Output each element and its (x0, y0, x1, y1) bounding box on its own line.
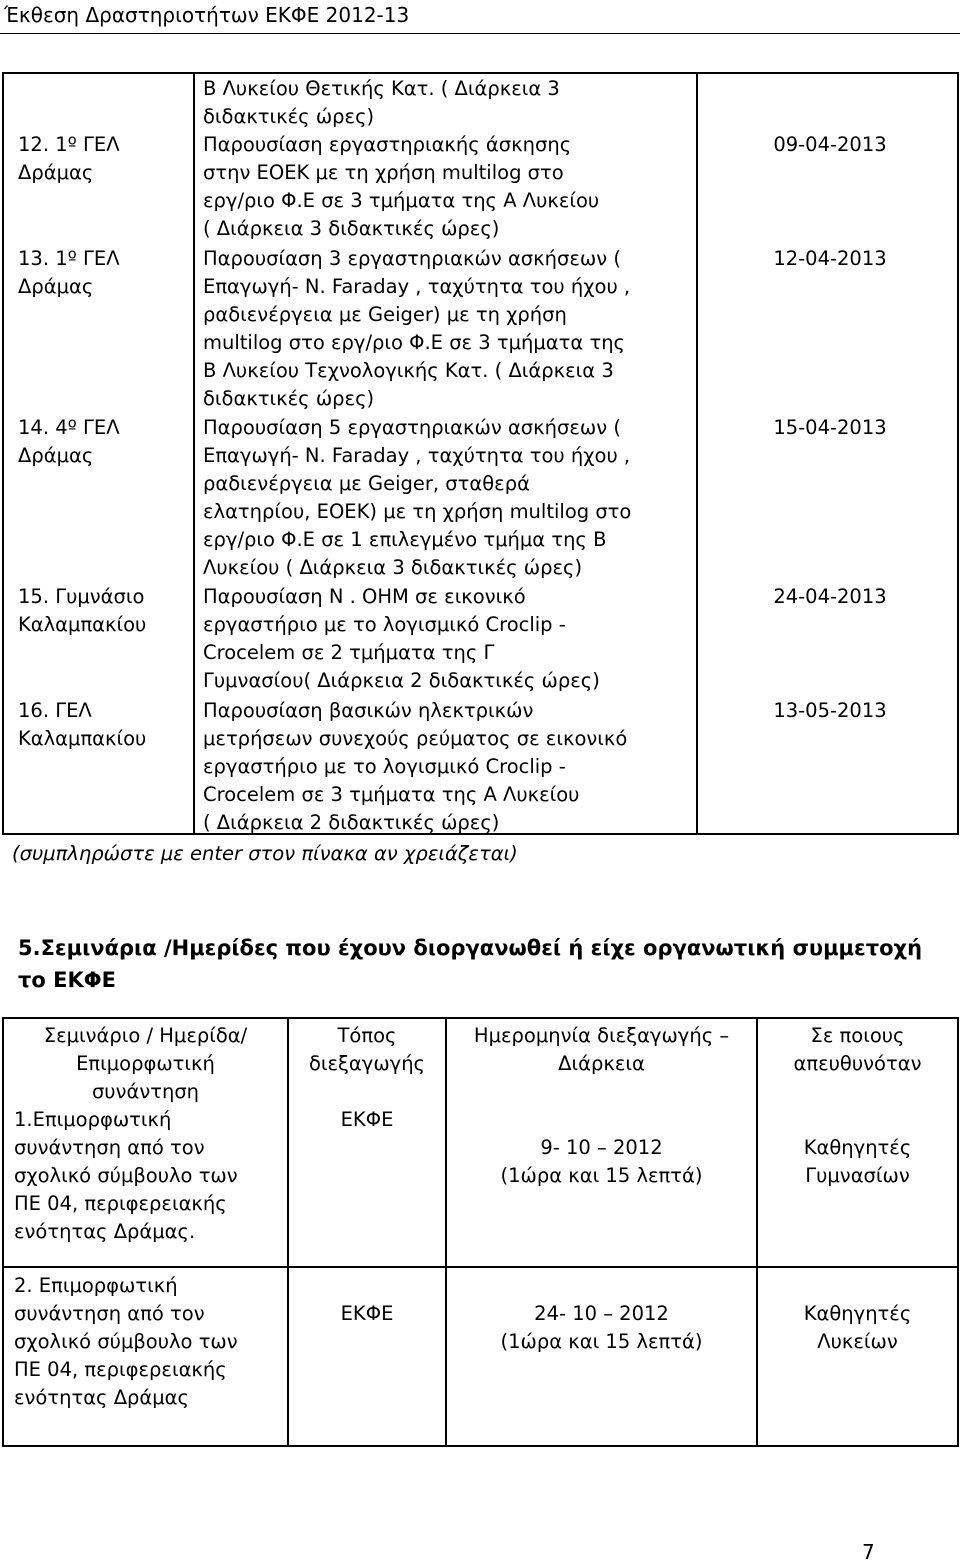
table-row-date: 15-04-2013 (773, 416, 887, 439)
table-row-activity: Παρουσίαση Ν . ΟΗΜ σε εικονικό εργαστήριο με το λογισμικό Croclip - Crocelem σε 2 τμήματα της Γ Γυμνασίου( Διάρκεια 2 διδακτικές ώρες) (203, 585, 600, 692)
table-row-seminar: 1.Επιμορφωτική συνάντηση από τον σχολικό σύμβουλο των ΠΕ 04, περιφερειακής ενότητας Δράμας. (14, 1108, 238, 1243)
column-header-seminar: Σεμινάριο / Ημερίδα/ Επιμορφωτική συνάντηση (43, 1024, 248, 1103)
table-row-seminar: 2. Επιμορφωτική συνάντηση από τον σχολικό σύμβουλο των ΠΕ 04, περιφερειακής ενότητας Δράμας (14, 1274, 238, 1409)
section-title: 5.Σεμινάρια /Ημερίδες που έχουν διοργανωθεί ή είχε οργανωτική συμμετοχή το ΕΚΦΕ (18, 936, 923, 992)
page-number: 7 (862, 1540, 875, 1564)
table-row-school: 12. 1º ΓΕΛ Δράμας (18, 133, 120, 184)
table-row-date: 12-04-2013 (773, 247, 887, 270)
table-row-school: 14. 4º ΓΕΛ Δράμας (18, 416, 120, 467)
table-row-school: 13. 1º ΓΕΛ Δράμας (18, 247, 120, 298)
table-row-activity: Παρουσίαση βασικών ηλεκτρικών μετρήσεων συνεχούς ρεύματος σε εικονικό εργαστήριο με το λογισμικό Croclip - Crocelem σε 3 τμήματα της Α Λυκείου ( Διάρκεια 2 διδακτικές ώρες) (203, 699, 628, 834)
table-row-place: ΕΚΦΕ (340, 1108, 394, 1131)
table-row-audience: Καθηγητές Γυμνασίων (803, 1136, 912, 1187)
activity-continuation: Β Λυκείου Θετικής Κατ. ( Διάρκεια 3 διδακτικές ώρες) (203, 77, 560, 128)
header-title: Έκθεση Δραστηριοτήτων ΕΚΦΕ 2012-13 (4, 3, 410, 27)
table-row-date: 13-05-2013 (773, 699, 887, 722)
column-header-date: Ημερομηνία διεξαγωγής – Διάρκεια (473, 1024, 730, 1075)
table-row-date: 09-04-2013 (773, 133, 887, 156)
fill-note: (συμπληρώστε με enter στον πίνακα αν χρειάζεται) (12, 842, 518, 865)
table-row-audience: Καθηγητές Λυκείων (803, 1302, 912, 1353)
column-header-audience: Σε ποιους απευθυνόταν (793, 1024, 922, 1075)
table-row-school: 16. ΓΕΛ Καλαμπακίου (18, 699, 147, 750)
table-row-activity: Παρουσίαση εργαστηριακής άσκησης στην ΕΟΕΚ με τη χρήση multilog στο εργ/ριο Φ.Ε σε 3 τμήματα της Α Λυκείου ( Διάρκεια 3 διδακτικές ώρες) (203, 133, 600, 240)
column-header-place: Τόπος διεξαγωγής (308, 1024, 425, 1075)
table-row-activity: Παρουσίαση 5 εργαστηριακών ασκήσεων ( Επαγωγή- Ν. Faraday , ταχύτητα του ήχου , ραδιενέργεια με Geiger, σταθερά ελατηρίου, ΕΟΕΚ) με τη χρήση multilog στο εργ/ριο Φ.Ε σε 1 επιλεγμένο τμήμα της Β Λυκείου ( Διάρκεια 3 διδακτικές ώρες) (203, 416, 632, 579)
table-row-activity: Παρουσίαση 3 εργαστηριακών ασκήσεων ( Επαγωγή- Ν. Faraday , ταχύτητα του ήχου , ραδιενέργεια με Geiger) με τη χρήση multilog στο εργ/ριο Φ.Ε σε 3 τμήματα της Β Λυκείου Τεχνολογικής Κατ. ( Διάρκεια 3 διδακτικές ώρες) (203, 247, 631, 410)
table-row-school: 15. Γυμνάσιο Καλαμπακίου (18, 585, 147, 636)
table-row-date: 9- 10 – 2012 (1ώρα και 15 λεπτά) (500, 1136, 703, 1187)
page-header (0, 0, 960, 34)
table-row-date: 24-04-2013 (773, 585, 887, 608)
table-row-date: 24- 10 – 2012 (1ώρα και 15 λεπτά) (500, 1302, 703, 1353)
table-row-place: ΕΚΦΕ (340, 1302, 394, 1325)
